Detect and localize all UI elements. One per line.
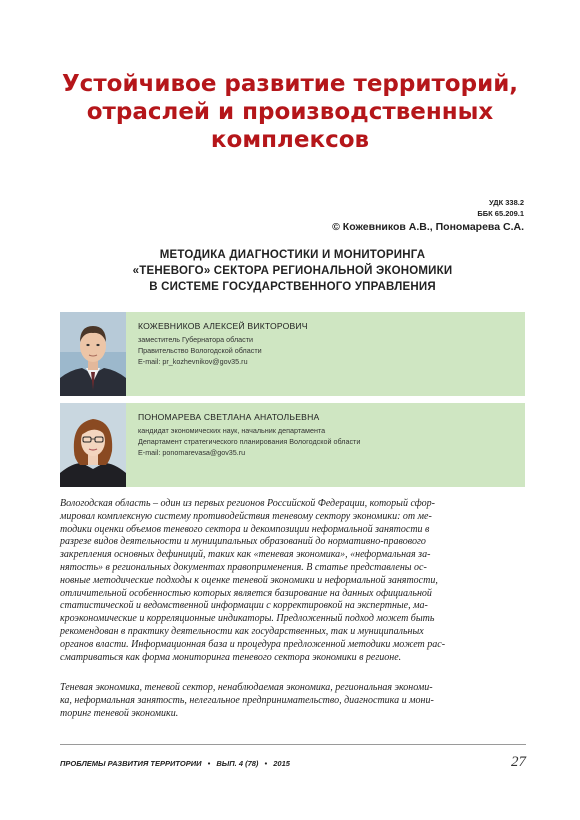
footer-separator: •	[207, 759, 211, 768]
abstract-line: Вологодская область – один из первых регионов Российской Федерации, который сфор-	[60, 498, 435, 509]
abstract-line: статистической и ведомственной информации с корректировкой на экспертные, ма-	[60, 600, 428, 612]
abstract-line: нятость» в региональных документах правоприменения. В статье представлены ос-	[60, 561, 427, 573]
abstract-line: отличительной особенностью которых является базирование на данных официальной	[60, 587, 432, 599]
author-position: заместитель Губернатора области	[138, 335, 254, 344]
abstract	[60, 498, 526, 664]
abstract-line: новные методические подходы к оценке теневой экономики и неформальной занятости,	[60, 574, 438, 586]
author-email: E-mail: ponomarevasa@gov35.ru	[138, 448, 246, 457]
abstract-line: кроэкономические и корреляционные индикаторы. Предложенный подход может быть	[60, 613, 435, 625]
article-title-line: МЕТОДИКА ДИАГНОСТИКИ И МОНИТОРИНГА	[159, 249, 426, 261]
keywords-line: торинг теневой экономики.	[60, 707, 179, 719]
author-name: КОЖЕВНИКОВ АЛЕКСЕЙ ВИКТОРОВИЧ	[138, 321, 308, 331]
article-title	[60, 247, 525, 295]
author-email: E-mail: pr_kozhevnikov@gov35.ru	[138, 357, 248, 366]
abstract-line: закрепления основных дефиниций, таких как «теневая экономика», «неформальная за-	[60, 549, 431, 561]
author-photo	[60, 403, 126, 487]
footer-journal-info	[60, 759, 290, 768]
keywords-line: Теневая экономика, теневой сектор, ненаблюдаемая экономика, региональная экономи-	[60, 682, 433, 693]
abstract-line: рекомендован в практику деятельности как государственных, так и муниципальных	[60, 625, 424, 637]
section-title-line: комплексов	[210, 127, 370, 153]
keywords	[60, 682, 526, 720]
classification-codes	[477, 197, 524, 219]
author-organization: Департамент стратегического планирования Вологодской области	[138, 437, 361, 446]
abstract-line: разрезе видов деятельности и муниципальных образований до нормативно-правового	[60, 536, 426, 548]
abstract-line: сматриваться как форма мониторинга теневого сектора экономики в регионе.	[60, 651, 402, 663]
copyright-notice: © Кожевников А.В., Пономарева С.А.	[332, 221, 524, 233]
journal-name: ПРОБЛЕМЫ РАЗВИТИЯ ТЕРРИТОРИИ	[60, 759, 202, 768]
article-title-line: В СИСТЕМЕ ГОСУДАРСТВЕННОГО УПРАВЛЕНИЯ	[149, 281, 436, 293]
abstract-line: мировал комплексную систему противодействия теневому сектору экономики: от ме-	[60, 510, 432, 522]
section-title-line: Устойчивое развитие территорий,	[61, 71, 519, 97]
article-title-line: «ТЕНЕВОГО» СЕКТОРА РЕГИОНАЛЬНОЙ ЭКОНОМИКИ	[132, 265, 453, 277]
abstract-line: органов власти. Информационная база и процедура предложенной методики может рас-	[60, 638, 446, 650]
section-title-line: отраслей и производственных	[86, 99, 494, 125]
journal-year: 2015	[273, 759, 290, 768]
author-organization: Правительство Вологодской области	[138, 346, 262, 355]
author-card	[60, 312, 525, 396]
author-name: ПОНОМАРЕВА СВЕТЛАНА АНАТОЛЬЕВНА	[138, 412, 320, 422]
author-info	[138, 321, 308, 367]
footer-separator: •	[264, 759, 268, 768]
author-card	[60, 403, 525, 487]
author-position: кандидат экономических наук, начальник департамента	[138, 426, 326, 435]
keywords-line: ка, неформальная занятость, нелегальное предпринимательство, диагностика и мони-	[60, 694, 434, 706]
author-photo	[60, 312, 126, 396]
abstract-line: тодики оценки объемов теневого сектора и декомпозиции неформальной занятости в	[60, 523, 430, 535]
section-title	[40, 70, 540, 154]
bbk-code: ББК 65.209.1	[477, 209, 524, 218]
footer-divider	[60, 744, 526, 745]
author-info	[138, 412, 360, 458]
journal-issue: ВЫП. 4 (78)	[216, 759, 259, 768]
page-number: 27	[511, 754, 526, 770]
udk-code: УДК 338.2	[488, 198, 524, 207]
